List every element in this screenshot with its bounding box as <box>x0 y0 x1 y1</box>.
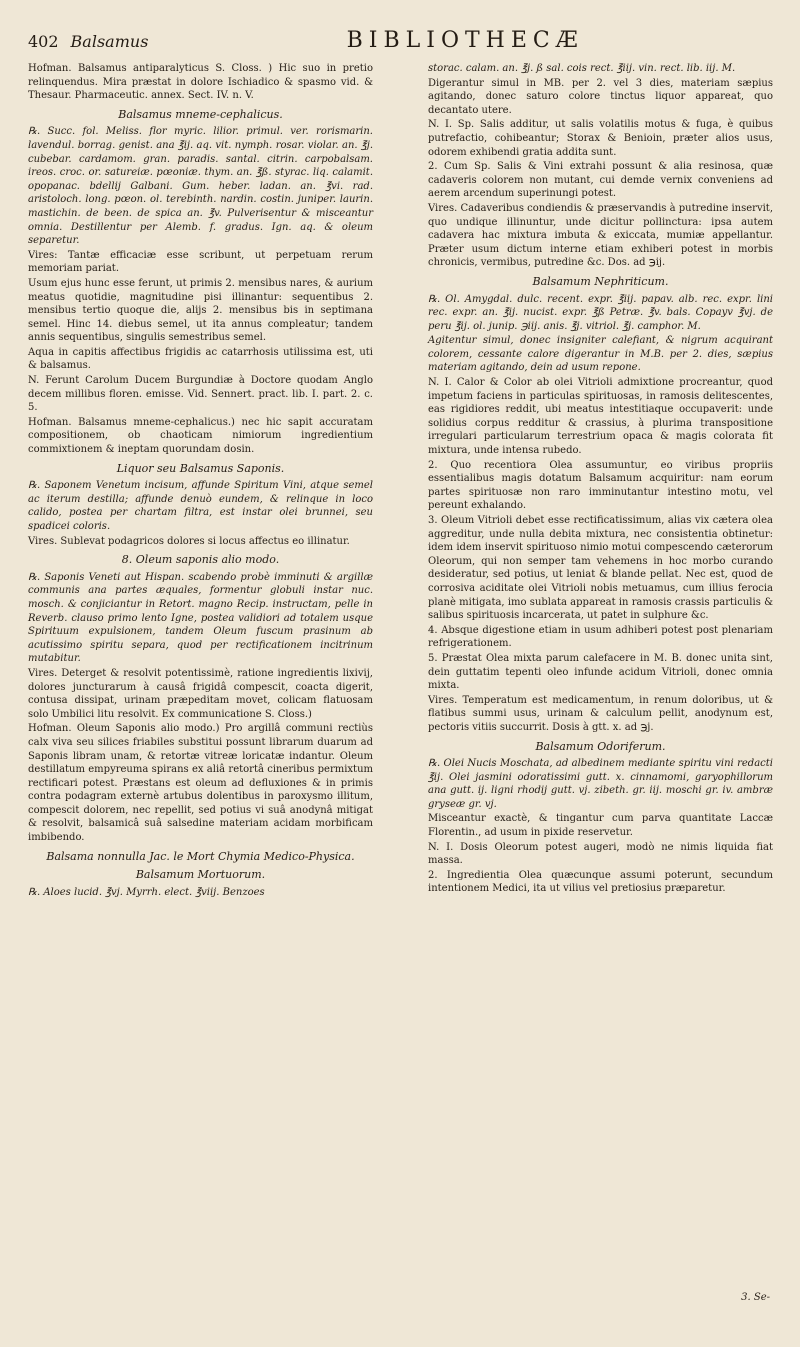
page-header <box>28 28 770 56</box>
right-column <box>428 62 773 897</box>
section-heading: 8. Oleum saponis alio modo. <box>121 553 280 567</box>
paragraph: Vires. Temperatum est medicamentum, in renum doloribus, ut & flatibus summi usus, urinam & calculum pellit, anodynum est, pectoris vitiis succurrit. Dosis à gtt. x. ad ℈j. <box>428 694 773 733</box>
paragraph: ℞. Saponem Venetum incisum, affunde Spiritum Vini, atque semel ac iterum destilla; affunde denuò eundem, & relinque in loco calido, postea per chartam filtra, est instar olei brunnei, seu spadicei coloris. <box>28 480 373 532</box>
paragraph: ℞. Aloes lucid. ℥vj. Myrrh. elect. ℥viij. Benzoes <box>28 886 265 898</box>
paragraph: Usum ejus hunc esse ferunt, ut primis 2. mensibus nares, & aurium meatus quotidie, magnitudine pisi illinantur: sequentibus 2. mensibus tertio quoque die, alijs 2. mensibus bis in septimana semel. Hinc 14. diebus semel, ut ita annus compleatur; tandem annis sequentibus, singulis semestribus semel. <box>28 277 373 344</box>
section-heading: Balsamum Odoriferum. <box>535 739 666 753</box>
catchword: 3. Se- <box>741 1292 770 1303</box>
section-heading: Balsamum Mortuorum. <box>135 868 266 882</box>
paragraph: Hofman. Oleum Saponis alio modo.) Pro argillâ communi rectiùs calx viva seu silices friabiles substitui possunt librarum duarum ad Saponis libram unam, & retortæ vitreæ loricatæ indantur. Oleum destillatum empyreuma spirans ex aliâ retortâ cineribus permixtum rectificari potest. Præstans est oleum ad defluxiones & in primis contra podagram externè artubus dolentibus in paroxysmo illitum, compescit dolorem, nec repellit, sed potius vi suâ anodynâ mitigat & resolvit, balsamicâ suâ salsedine materiam acidam morbificam imbibendo. <box>28 723 373 844</box>
paragraph: Hofman. Balsamus mneme-cephalicus.) nec hic sapit accuratam compositionem, ob chaoticam nimiorum ingredientium commixtionem & ineptam quorundam dosin. <box>28 416 373 456</box>
section-heading: Balsama nonnulla Jac. le Mort Chymia Medico-Physica. <box>46 849 355 863</box>
paragraph: Aqua in capitis affectibus frigidis ac catarrhosis utilissima est, uti & balsamus. <box>28 346 373 372</box>
paragraph: 4. Absque digestione etiam in usum adhiberi potest post plenariam refrigerationem. <box>428 624 773 650</box>
paragraph: 5. Præstat Olea mixta parum calefacere in M. B. donec unita sint, dein guttatim tepenti oleo infunde acidum Vitrioli, donec omnia mixta. <box>428 652 773 692</box>
paragraph: ℞. Saponis Veneti aut Hispan. scabendo probè imminuti & argillæ communis ana partes æquales, formentur globuli instar nuc. mosch. & conjiciantur in Retort. magno Recip. instructam, pelle in Reverb. clauso primo lento Igne, postea validiori ad totalem usque Spirituum expulsionem, tandem Oleum fuscum prasinum ab acutissimo spiritu separa, quod per rectificationem incitrinum mutabitur. <box>28 571 373 665</box>
paragraph: Hofman. Balsamus antiparalyticus S. Closs. ) Hic suo in pretio relinquendus. Mira præstat in dolore Ischiadico & spasmo vid. & Thesaur. Pharmaceutic. annex. Sect. IV. n. V. <box>28 63 373 102</box>
running-head: Balsamus <box>70 32 149 51</box>
paragraph: 2. Cum Sp. Salis & Vini extrahi possunt & alia resinosa, quæ cadaveris colorem non mutant, cui demde vernix conveniens ad aerem arcendum superinungi potest. <box>428 161 773 200</box>
paragraph: Vires. Sublevat podagricos dolores si locus affectus eo illinatur. <box>28 535 350 547</box>
paragraph: N. Ferunt Carolum Ducem Burgundiæ à Doctore quodam Anglo decem millibus floren. emisse. Vid. Sennert. pract. lib. I. part. 2. c. 5. <box>28 375 373 414</box>
page-title: BIBLIOTHECÆ <box>346 28 584 53</box>
paragraph: Vires. Cadaveribus condiendis & præservandis à putredine inservit, quo undique illinuntur, unde dicitur pollinctura: ipsa autem cadavera hac mixtura imbuta & exiccata, mumiæ appellantur. Præter usum dictum interne etiam exhiberi potest in morbis chronicis, vermibus, putredine &c. Dos. ad ℈ij. <box>428 202 773 269</box>
paragraph: N. I. Sp. Salis additur, ut salis volatilis motus & fuga, è quibus putrefactio, cohibeantur; Storax & Benioin, præter alios usus, odorem exhibendi gratia addita sunt. <box>428 119 773 158</box>
paragraph: N. I. Dosis Oleorum potest augeri, modò ne nimis liquida fiat massa. <box>428 841 773 867</box>
paragraph: Vires: Tantæ efficaciæ esse scribunt, ut perpetuam rerum memoriam pariat. <box>28 249 373 275</box>
paragraph: Agitentur simul, donec insigniter calefiant, & nigrum acquirant colorem, cessante calore digerantur in M.B. per 2. dies, sæpius materiam agitando, dein ad usum repone. <box>428 335 773 374</box>
paragraph: 2. Ingredientia Olea quæcunque assumi poterunt, secundum intentionem Medici, ita ut vilius vel pretiosius præparetur. <box>428 869 773 895</box>
page-number: 402 <box>28 32 59 51</box>
section-heading: Balsamus mneme-cephalicus. <box>118 107 283 121</box>
paragraph: 2. Quo recentiora Olea assumuntur, eo viribus propriis essentialibus magis dotatum Balsamum acquiritur: nam eorum partes spirituosæ non raro imminutantur intestino motu, vel pereunt exhalando. <box>428 459 773 512</box>
paragraph: storac. calam. an. ℥j. ß sal. cois rect. ℥iij. vin. rect. lib. iij. M. <box>428 63 736 74</box>
paragraph: ℞. Ol. Amygdal. dulc. recent. expr. ℥iij. papav. alb. rec. expr. lini rec. expr. an. ℥ij. nucist. expr. ℥ß Petræ. ℥v. bals. Copayv ℥vj. de peru ℥ij. ol. junip. ℈iij. anis. ℥j. vitriol. ℥j. camphor. M. <box>428 293 773 332</box>
paragraph: Misceantur exactè, & tingantur cum parva quantitate Laccæ Florentin., ad usum in pixide reservetur. <box>428 813 773 839</box>
paragraph: 3. Oleum Vitrioli debet esse rectificatissimum, alias vix cætera olea aggreditur, unde nulla debita mixtura, nec consistentia obtinetur: idem idem inservit spirituoso nimio motui compescendo cæterorum Oleorum, qui non semper tam vehemens in hoc morbo curando desideratur, sed potius, ut leniat & blande pellat. Nec est, quod de corrosiva aciditate olei Vitrioli nobis metuamus, cum illius ferocia planè mitigata, imo sublata appareat in ramosis crassis particulis & salibus spirituosis incarcerata, ut patet in sulphure &c. <box>428 515 773 622</box>
paragraph: ℞. Succ. fol. Meliss. flor myric. lilior. primul. ver. rorismarin. lavendul. borrag. genist. ana ℥ij. aq. vit. nymph. rosar. violar. an. ℥j. cubebar. cardamom. gran. paradis. santal. citrin. carpobalsam. ireos. croc. or. satureiæ. pœoniæ. thym. an. ℥ß. styrac. liq. calamit. opopanac. bdellij Galbani. Gum. heber. ladan. an. ℥vi. rad. aristoloch. long. pœon. ol. terebinth. nardin. costin. juniper. laurin. mastichin. de been. de spica an. ℥v. Pulverisentur & misceantur omnia. Destillentur per Alemb. f. gradus. Ign. aq. & oleum separetur. <box>28 126 373 247</box>
section-heading: Liquor seu Balsamus Saponis. <box>116 461 285 475</box>
section-heading: Balsamum Nephriticum. <box>532 274 669 288</box>
paragraph: N. I. Calor & Color ab olei Vitrioli admixtione procreantur, quod impetum faciens in particulas spirituosas, in ramosis delitescentes, eas rigidiores reddit, ubi meatus intestitiaque occupaverit: unde solidius corpus redditur & crassius, à plurima transpositione irregulari particularum terrestrium opaca & magis colorata fit mixtura, unde intensa rubedo. <box>428 377 773 457</box>
left-column <box>28 62 373 900</box>
paragraph: Digerantur simul in MB. per 2. vel 3 dies, materiam sæpius agitando, donec saturo colore tinctus liquor appareat, quo decantato utere. <box>428 77 773 116</box>
paragraph: Vires. Deterget & resolvit potentissimè, ratione ingredientis lixivij, dolores juncturarum à causâ frigidâ compescit, coacta digerit, contusa dissipat, urinam præpeditam movet, colicam flatuosam solo Umbilici litu resolvit. Ex communicatione S. Closs.) <box>28 667 373 720</box>
paragraph: ℞. Olei Nucis Moschata, ad albedinem mediante spiritu vini redacti ℥ij. Olei jasmini odoratissimi gutt. x. cinnamomi, garyophillorum ana gutt. ij. ligni rhodij gutt. vj. zibeth. gr. iij. moschi gr. iv. ambræ gryseæ gr. vj. <box>428 758 773 810</box>
